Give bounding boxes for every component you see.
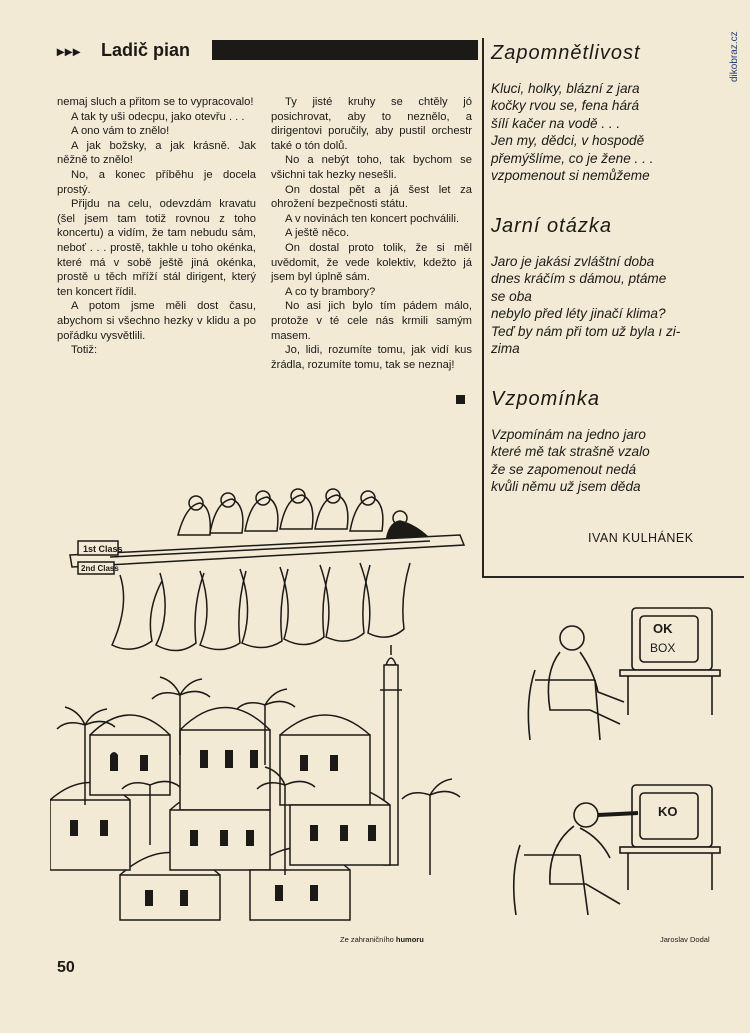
carriers-group xyxy=(112,563,410,651)
article-column-2 xyxy=(271,95,472,372)
poem-line: Kluci, holky, blázní z jara xyxy=(491,81,640,96)
passengers-group xyxy=(178,489,456,543)
author-name: IVAN KULHÁNEK xyxy=(588,531,694,545)
viewer-2 xyxy=(514,803,638,915)
article-paragraph: A tak ty uši odecpu, jako otevřu . . . xyxy=(71,110,245,123)
article-title: Ladič pian xyxy=(101,40,191,60)
article-paragraph: Ty jisté kruhy se chtěly jó posichrovat, aby to neznělo, a dirigentovi poručily, aby pustil orchestr také o tón dolů. xyxy=(271,96,472,152)
poem-line: kočky rvou se, fena hárá xyxy=(491,98,640,114)
article-paragraph: On dostal proto tolik, že si měl uvědomit, že vede kolektiv, kdežto já jsem byl úplně sám. xyxy=(271,241,472,284)
sign-bottom-text: 2nd Class xyxy=(81,564,119,573)
poem-line: kvůli němu už jsem děda xyxy=(491,479,641,495)
article-paragraph: A ono vám to znělo! xyxy=(71,125,170,138)
sign-top-text: 1st Class xyxy=(83,544,123,554)
poem-line: nebylo před léty jinačí klima? xyxy=(491,306,666,322)
poem-line: Jen my, dědci, v hospodě xyxy=(491,133,645,149)
poem-1-title: Zapomnětlivost xyxy=(491,42,641,64)
article-column-1 xyxy=(57,95,256,358)
column-divider xyxy=(482,38,484,578)
tv-1-text-2: BOX xyxy=(650,641,676,655)
poem-1-body xyxy=(491,80,653,184)
site-watermark-text: dikobraz.cz xyxy=(729,31,740,82)
poem-line: se oba xyxy=(491,288,532,304)
poem-3-body xyxy=(491,426,650,496)
carpet-cartoon xyxy=(50,485,470,925)
page-number: 50 xyxy=(57,959,75,976)
header-arrows: ▸▸▸ xyxy=(57,43,82,59)
article-paragraph: A jak božsky, a jak krásně. Jak něžně to znělo! xyxy=(57,139,256,167)
cartoon-2-caption: Jaroslav Dodal xyxy=(660,935,710,944)
flying-carpet xyxy=(70,535,464,567)
viewer-1 xyxy=(528,626,624,740)
caption-prefix: Ze zahraničního xyxy=(340,935,394,944)
poem-2-body xyxy=(491,253,680,357)
article-paragraph: Totiž: xyxy=(71,344,98,357)
article-paragraph: A v novinách ten koncert pochválili. xyxy=(285,212,460,225)
article-paragraph: No a nebýt toho, tak bychom se všichni tak hezky nesešli. xyxy=(271,154,472,181)
poem-line: dnes kráčím s dámou, ptáme xyxy=(491,271,667,287)
article-paragraph: A potom jsme měli dost času, abychom si všechno hezky v klidu a po pořádku vysvětlili. xyxy=(57,300,256,342)
article-paragraph: nemaj sluch a přitom se to vypracovalo! xyxy=(57,96,254,108)
tv-2-text: KO xyxy=(658,804,678,819)
article-paragraph: No asi jich bylo tím pádem málo, protože v té cele nás krmili samým masem. xyxy=(271,300,472,342)
poem-line: přemýšlíme, co je žene . . . xyxy=(491,150,654,166)
site-watermark xyxy=(729,12,745,92)
poem-line: Jaro je jakási zvláštní doba xyxy=(491,254,655,269)
section-divider xyxy=(482,576,744,578)
poem-line: že se zapomenout nedá xyxy=(491,461,637,477)
poem-line: vzpomenout si nemůžeme xyxy=(491,168,650,184)
article-paragraph: No, a konec příběhu je docela prostý. xyxy=(57,168,256,196)
end-mark xyxy=(456,395,465,404)
article-paragraph: A ještě něco. xyxy=(285,227,350,240)
poem-line: Teď by nám při tom už byla ı zi- xyxy=(491,323,681,339)
article-paragraph: Jo, lidi, rozumíte tomu, jak vidí kus žrádla, rozumíte tomu, tak se neznaj! xyxy=(271,344,472,371)
tv-cartoon xyxy=(490,590,740,930)
tv-1 xyxy=(632,608,712,670)
cartoon-1-caption xyxy=(340,935,424,944)
header-bar xyxy=(212,40,478,60)
article-paragraph: A co ty brambory? xyxy=(285,285,376,298)
article-paragraph: On dostal pět a já šest let za ohrožení bezpečnosti státu. xyxy=(271,183,472,211)
tv-1-text-1: OK xyxy=(653,621,673,636)
poem-line: šílí kačer na vodě . . . xyxy=(491,115,621,131)
poem-line: Vzpomínám na jedno jaro xyxy=(491,427,646,442)
article-paragraph: Přijdu na celu, odevzdám kravatu (šel jsem tam totiž rovnou z toho koncertu) a vidím, že tam nebudu sám, neboť . . . prostě, takhle u toho okénka, které má v sobě ještě jiná okénka, prostě u těch mříží stál dirigent, který ten koncert řídil. xyxy=(57,198,256,298)
poem-2-title: Jarní otázka xyxy=(491,215,612,237)
poem-line: zima xyxy=(491,341,520,357)
poem-line: které mě tak strašně vzalo xyxy=(491,444,650,460)
caption-bold: humoru xyxy=(395,935,424,944)
poem-3-title: Vzpomínka xyxy=(491,388,601,410)
